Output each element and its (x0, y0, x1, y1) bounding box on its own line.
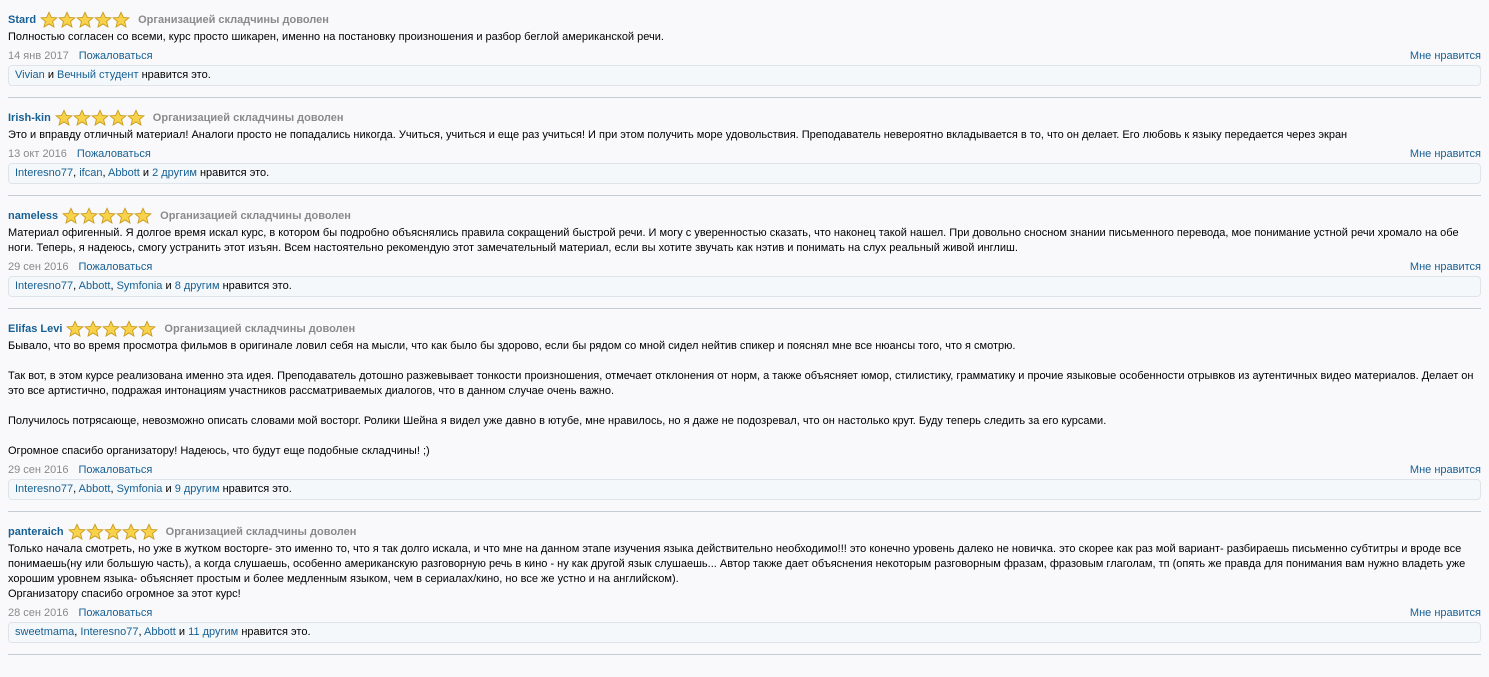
star-icon (104, 523, 122, 541)
review-meta (8, 259, 1481, 275)
liker-link[interactable]: Interesno77 (15, 483, 74, 495)
likes-summary (8, 276, 1481, 297)
star-icon (134, 207, 152, 225)
liker-link[interactable]: Abbott (144, 626, 176, 638)
rating-status: Организацией складчины доволен (165, 526, 357, 538)
separator: , (73, 167, 77, 179)
review-text: Только начала смотреть, но уже в жутком восторге- это именно то, что я так долго искала, и что мне на данном этапе изучения языка действительно необходимо!!! это конечно уровень далеко не новичка. это скорее как раз мой вариант- разбираешь письменно субтитры и вроде все понимаешь(ну или большую часть), а когда слушаешь, особенно американскую разговорную речь в кино - ну как другой язык слушаешь... Автор также дает объяснения некоторым разговорным фразам, фразовым глаголам, тп (опять же правда для понимания вам нужно владеть уже хорошим уровнем языка- объясняет простым и более медленным языком, чем в сериалах/кино, но все же устно и на английском). Организатору спасибо огромное за этот курс! (8, 543, 1466, 600)
and-text: и (165, 483, 172, 495)
review-header (8, 207, 1481, 225)
star-icon (66, 320, 84, 338)
liker-link[interactable]: Abbott (78, 483, 111, 495)
star-icon (62, 207, 80, 225)
review-item (8, 309, 1481, 512)
author-link[interactable]: Irish-kin (8, 112, 51, 124)
and-text: и (165, 280, 172, 292)
review-item (8, 196, 1481, 309)
author-link[interactable]: nameless (8, 210, 59, 222)
and-text: и (47, 69, 54, 81)
review-meta (8, 146, 1481, 162)
star-icon (91, 109, 109, 127)
like-link[interactable]: Мне нравится (1409, 607, 1481, 619)
review-date: 14 янв 2017 (8, 50, 69, 62)
star-icon (94, 11, 112, 29)
star-icon (76, 11, 94, 29)
likes-summary (8, 479, 1481, 500)
star-icon (109, 109, 127, 127)
star-icon (140, 523, 158, 541)
others-link[interactable]: 9 другим (174, 483, 220, 495)
star-icon (127, 109, 145, 127)
star-icon (138, 320, 156, 338)
review-date: 29 сен 2016 (8, 261, 69, 273)
rating-stars (62, 207, 152, 225)
liker-link[interactable]: Vivian (15, 69, 45, 81)
rating-status: Организацией складчины доволен (164, 323, 356, 335)
review-item (8, 98, 1481, 196)
like-link[interactable]: Мне нравится (1409, 464, 1481, 476)
likes-suffix: нравится это. (241, 626, 311, 638)
separator: , (110, 483, 114, 495)
star-icon (112, 11, 130, 29)
separator: , (73, 280, 77, 292)
rating-status: Организацией складчины доволен (138, 14, 329, 26)
others-link[interactable]: 8 другим (174, 280, 220, 292)
likes-suffix: нравится это. (222, 483, 292, 495)
separator: , (110, 280, 114, 292)
others-link[interactable]: 11 другим (188, 626, 239, 638)
liker-link[interactable]: Symfonia (116, 280, 163, 292)
liker-link[interactable]: Interesno77 (15, 167, 74, 179)
like-link[interactable]: Мне нравится (1409, 261, 1481, 273)
review-text: Материал офигенный. Я долгое время искал курс, в котором бы подробно объяснялись правила сокращений быстрой речи. И могу с уверенностью сказать, что наконец такой нашел. При довольно сносном знании письменного перевода, мое понимание устной речи хромало на обе ноги. Теперь, я надеюсь, смогу устранить этот изъян. Всем настоятельно рекомендую этот замечательный материал, если вы хотите звучать как нэтив и понимать на слух реальный живой инглиш. (8, 227, 1462, 254)
liker-link[interactable]: ifcan (79, 167, 103, 179)
review-date: 13 окт 2016 (8, 148, 67, 160)
liker-link[interactable]: Вечный студент (57, 69, 139, 81)
liker-link[interactable]: Abbott (108, 167, 140, 179)
report-link[interactable]: Пожаловаться (78, 607, 153, 619)
star-icon (122, 523, 140, 541)
review-date: 29 сен 2016 (8, 464, 69, 476)
review-header (8, 11, 1481, 29)
star-icon (58, 11, 76, 29)
author-link[interactable]: Elifas Levi (8, 323, 63, 335)
star-icon (55, 109, 73, 127)
report-link[interactable]: Пожаловаться (78, 261, 153, 273)
review-header (8, 109, 1481, 127)
star-icon (68, 523, 86, 541)
separator: , (74, 626, 78, 638)
author-link[interactable]: panteraich (8, 526, 64, 538)
rating-status: Организацией складчины доволен (160, 210, 351, 222)
likes-summary (8, 622, 1481, 643)
likes-suffix: нравится это. (222, 280, 292, 292)
rating-stars (40, 11, 130, 29)
separator: , (102, 167, 106, 179)
star-icon (84, 320, 102, 338)
review-header (8, 320, 1481, 338)
and-text: и (178, 626, 186, 638)
star-icon (120, 320, 138, 338)
rating-stars (68, 523, 158, 541)
review-text: Бывало, что во время просмотра фильмов в оригинале ловил себя на мысли, что как было бы здорово, если бы рядом со мной сидел нейтив спикер и пояснял мне все нюансы того, что я смотрю. Так вот, в этом курсе реализована именно эта идея. Преподаватель дотошно разжевывает тонкости произношения, отмечает отклонения от норм, а также объясняет юмор, стилистику, грамматику и прочие языковые особенности отрывков из аутентичных видео материалов. Делает он это все артистично, подражая интонациям участников рассматриваемых диалогов, что в данном случае очень важно. Получилось потрясающе, невозможно описать словами мой восторг. Ролики Шейна я видел уже давно в ютубе, мне нравилось, но я даже не подозревал, что он настолько крут. Буду теперь следить за его курсами. Огромное спасибо организатору! Надеюсь, что будут еще подобные складчины! ;) (8, 340, 1474, 457)
star-icon (73, 109, 91, 127)
liker-link[interactable]: sweetmama (15, 626, 75, 638)
and-text: и (142, 167, 150, 179)
review-text: Полностью согласен со всеми, курс просто шикарен, именно на постановку произношения и разбор беглой американской речи. (8, 31, 664, 43)
review-meta (8, 462, 1481, 478)
likes-summary (8, 163, 1481, 184)
meta-left (8, 464, 152, 476)
author-link[interactable]: Stard (8, 14, 37, 26)
liker-link[interactable]: Interesno77 (15, 280, 74, 292)
liker-link[interactable]: Interesno77 (80, 626, 139, 638)
star-icon (98, 207, 116, 225)
like-link[interactable]: Мне нравится (1409, 50, 1481, 62)
star-icon (80, 207, 98, 225)
review-text: Это и вправду отличный материал! Аналоги просто не попадались никогда. Учиться, учиться и еще раз учиться! И при этом получить море удовольствия. Преподаватель невероятно вкладывается в то, что он делает. Его любовь к языку передается через экран (8, 129, 1348, 141)
separator: , (138, 626, 142, 638)
separator: , (73, 483, 77, 495)
star-icon (40, 11, 58, 29)
report-link[interactable]: Пожаловаться (78, 464, 153, 476)
rating-status: Организацией складчины доволен (152, 112, 344, 124)
review-date: 28 сен 2016 (8, 607, 69, 619)
others-link[interactable]: 2 другим (152, 167, 197, 179)
likes-suffix: нравится это. (141, 69, 211, 81)
meta-left (8, 50, 153, 62)
likes-summary (8, 65, 1481, 86)
rating-stars (55, 109, 145, 127)
star-icon (86, 523, 104, 541)
report-link[interactable]: Пожаловаться (78, 50, 153, 62)
review-item (8, 0, 1481, 98)
review-meta (8, 48, 1481, 64)
star-icon (102, 320, 120, 338)
star-icon (116, 207, 134, 225)
rating-stars (66, 320, 156, 338)
like-link[interactable]: Мне нравится (1409, 148, 1481, 160)
review-header (8, 523, 1481, 541)
meta-left (8, 607, 152, 619)
meta-left (8, 148, 151, 160)
likes-suffix: нравится это. (199, 167, 270, 179)
review-item (8, 512, 1481, 655)
liker-link[interactable]: Abbott (78, 280, 111, 292)
review-meta (8, 605, 1481, 621)
liker-link[interactable]: Symfonia (116, 483, 163, 495)
meta-left (8, 261, 152, 273)
report-link[interactable]: Пожаловаться (76, 148, 151, 160)
